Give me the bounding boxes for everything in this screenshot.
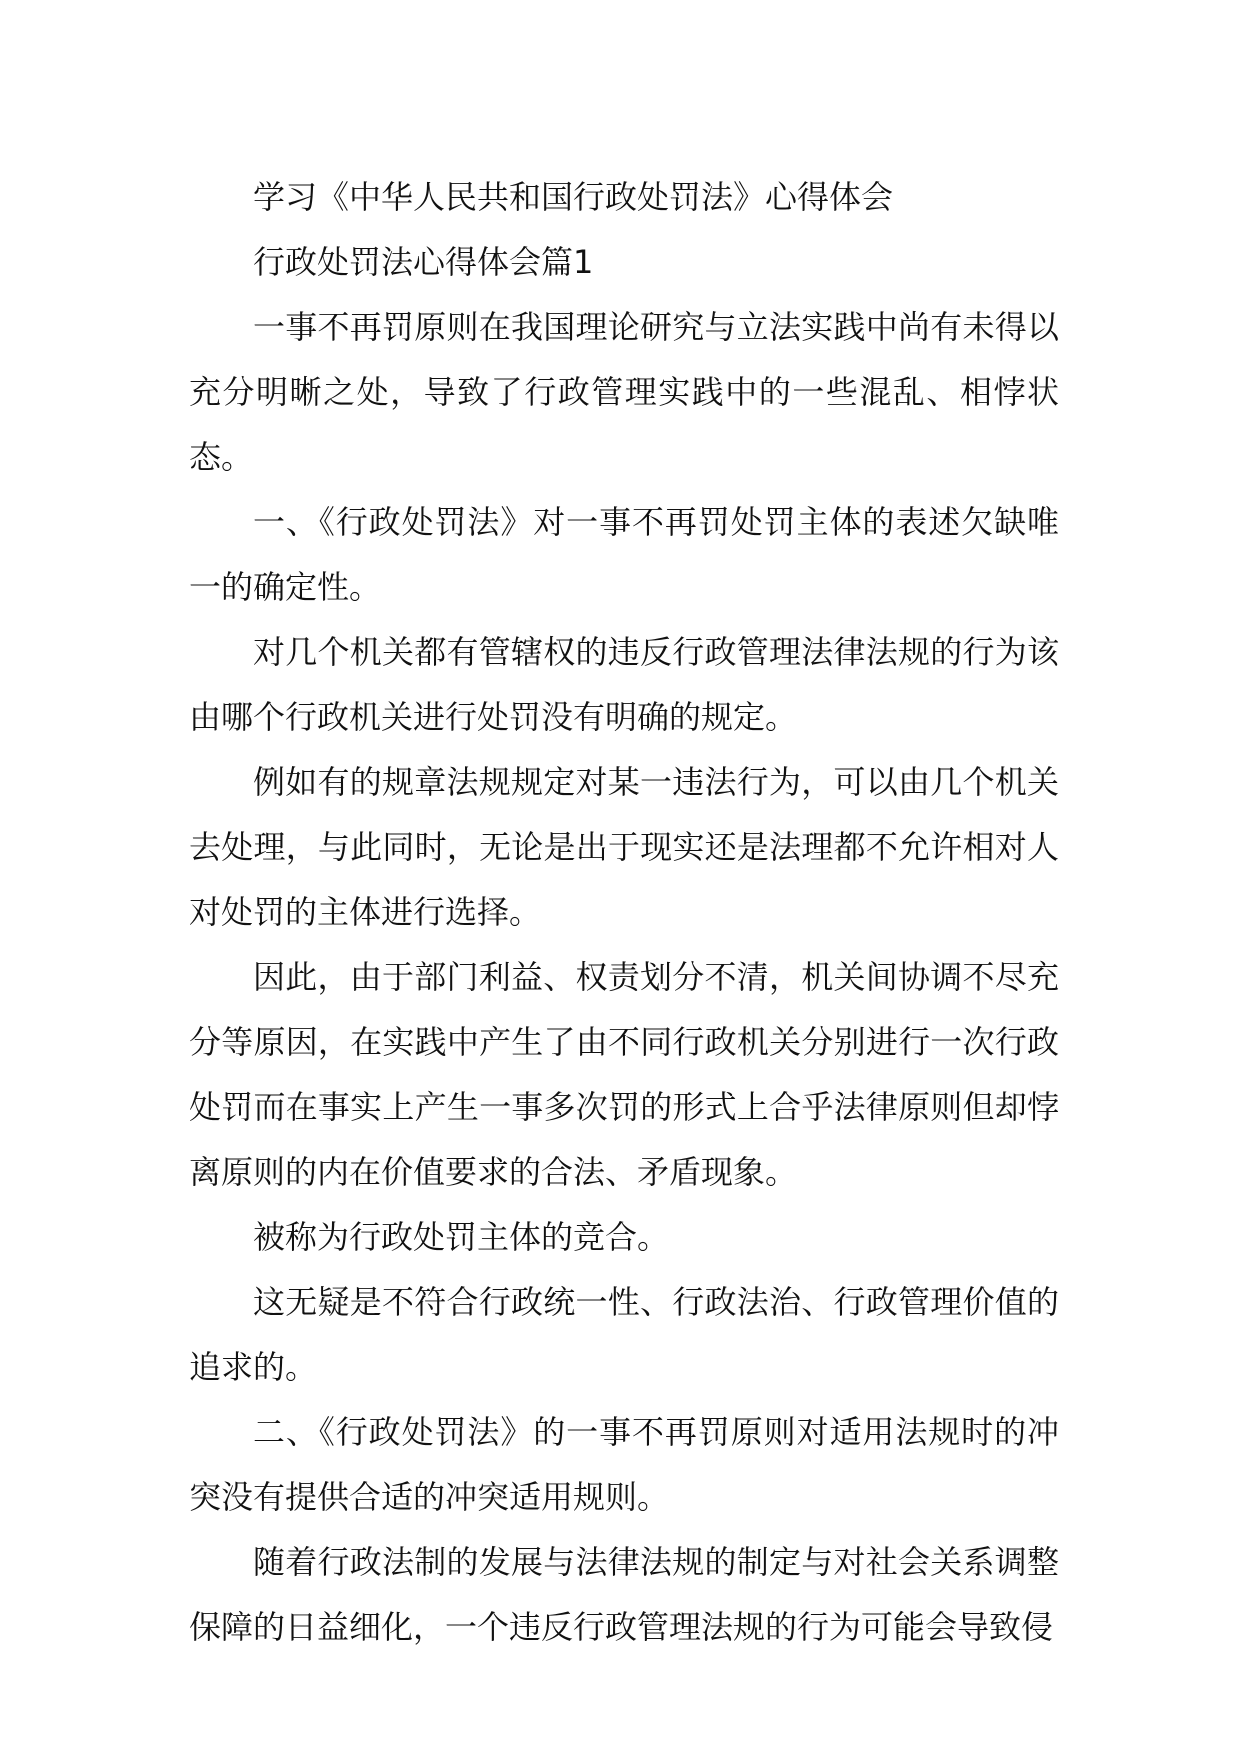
paragraph: 一、《行政处罚法》对一事不再罚处罚主体的表述欠缺唯一的确定性。 bbox=[189, 503, 1059, 606]
paragraph: 随着行政法制的发展与法律法规的制定与对社会关系调整保障的日益细化，一个违反行政管理法规的行为可能会导致侵 bbox=[189, 1543, 1059, 1646]
document-subtitle: 行政处罚法心得体会篇1 bbox=[253, 243, 594, 281]
paragraph: 例如有的规章法规规定对某一违法行为，可以由几个机关去处理，与此同时，无论是出于现实还是法理都不允许相对人对处罚的主体进行选择。 bbox=[189, 763, 1059, 931]
paragraph: 一事不再罚原则在我国理论研究与立法实践中尚有未得以充分明晰之处，导致了行政管理实践中的一些混乱、相悖状态。 bbox=[189, 308, 1059, 476]
document-page bbox=[189, 165, 1059, 1660]
paragraph: 二、《行政处罚法》的一事不再罚原则对适用法规时的冲突没有提供合适的冲突适用规则。 bbox=[189, 1413, 1059, 1516]
paragraph: 对几个机关都有管辖权的违反行政管理法律法规的行为该由哪个行政机关进行处罚没有明确的规定。 bbox=[189, 633, 1059, 736]
paragraph: 因此，由于部门利益、权责划分不清，机关间协调不尽充分等原因，在实践中产生了由不同行政机关分别进行一次行政处罚而在事实上产生一事多次罚的形式上合乎法律原则但却悖离原则的内在价值要求的合法、矛盾现象。 bbox=[189, 958, 1059, 1191]
paragraph: 被称为行政处罚主体的竞合。 bbox=[253, 1218, 670, 1256]
paragraph: 这无疑是不符合行政统一性、行政法治、行政管理价值的追求的。 bbox=[189, 1283, 1059, 1386]
document-title: 学习《中华人民共和国行政处罚法》心得体会 bbox=[253, 178, 894, 216]
